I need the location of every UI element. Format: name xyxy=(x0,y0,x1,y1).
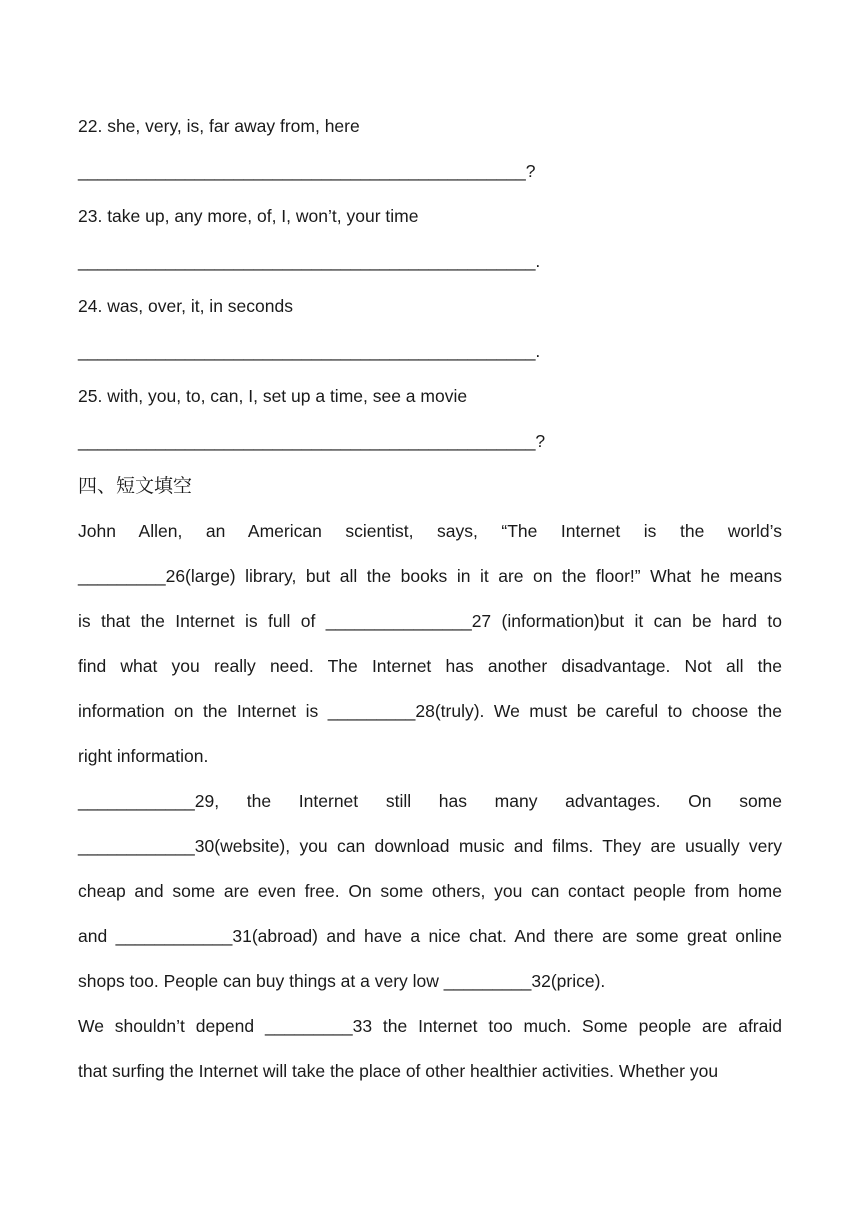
passage-line: We shouldn’t depend _________33 the Internet too much. Some people are afraid xyxy=(78,1016,782,1036)
passage-line: find what you really need. The Internet has another disadvantage. Not all the xyxy=(78,656,782,676)
question-23-answer-blank[interactable]: _______________________________________________. xyxy=(78,251,541,271)
passage-line: cheap and some are even free. On some others, you can contact people from home xyxy=(78,881,782,901)
passage-line: _________26(large) library, but all the books in it are on the floor!” What he means xyxy=(78,566,782,586)
passage-line: shops too. People can buy things at a very low _________32(price). xyxy=(78,971,606,991)
passage-line: ____________30(website), you can download music and films. They are usually very xyxy=(78,836,782,856)
passage-line: that surfing the Internet will take the place of other healthier activities. Whether you xyxy=(78,1061,719,1081)
question-25-answer-blank[interactable]: _______________________________________________? xyxy=(78,431,546,451)
question-24-prompt: 24. was, over, it, in seconds xyxy=(78,296,293,316)
passage-line: right information. xyxy=(78,746,209,766)
passage-line: is that the Internet is full of _______________27 (information)but it can be hard to xyxy=(78,611,782,631)
question-23-prompt: 23. take up, any more, of, I, won’t, your time xyxy=(78,206,419,226)
passage-line: John Allen, an American scientist, says, “The Internet is the world’s xyxy=(78,521,782,541)
passage-line: information on the Internet is _________28(truly). We must be careful to choose the xyxy=(78,701,782,721)
section-heading: 四、短文填空 xyxy=(78,475,193,497)
question-25-prompt: 25. with, you, to, can, I, set up a time, see a movie xyxy=(78,386,468,406)
question-22-prompt: 22. she, very, is, far away from, here xyxy=(78,116,360,136)
passage-line: and ____________31(abroad) and have a nice chat. And there are some great online xyxy=(78,926,782,946)
passage-line: ____________29, the Internet still has many advantages. On some xyxy=(78,791,782,811)
question-24-answer-blank[interactable]: _______________________________________________. xyxy=(78,341,541,361)
question-22-answer-blank[interactable]: ______________________________________________? xyxy=(78,161,536,181)
